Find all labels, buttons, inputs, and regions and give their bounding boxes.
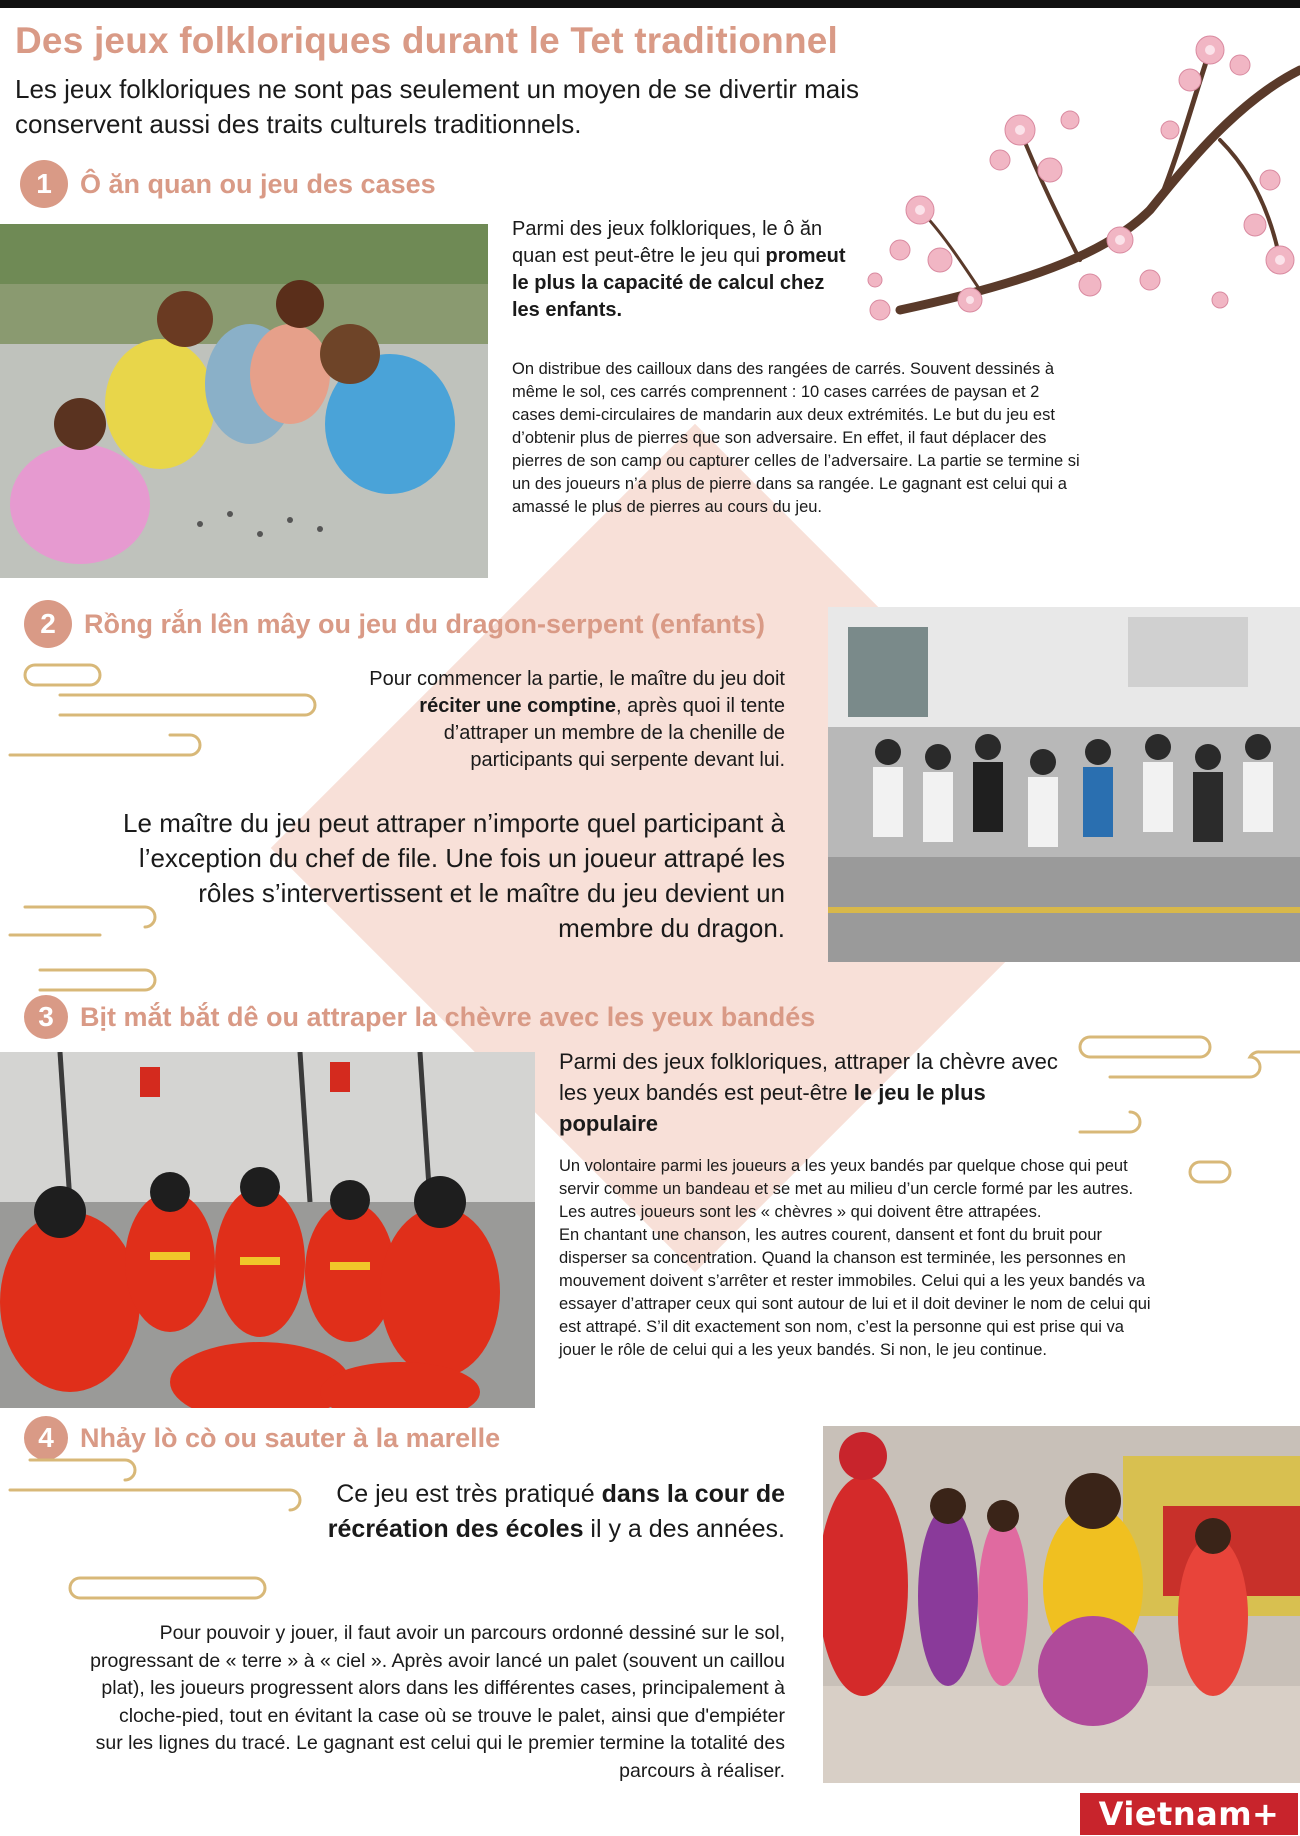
- section-number-badge: 4: [24, 1416, 68, 1460]
- section-3-lead: [559, 1046, 1059, 1139]
- section-1-lead-bold: promeut le plus la capacité de calcul chez les enfants.: [512, 245, 846, 321]
- top-bar: [0, 0, 1300, 8]
- section-title: Bịt mắt bắt dê ou attraper la chèvre avec les yeux bandés: [80, 1001, 816, 1032]
- section-2-lead: [340, 666, 785, 774]
- section-4-lead-text-a: Ce jeu est très pratiqué: [336, 1480, 602, 1508]
- section-4-body: Pour pouvoir y jouer, il faut avoir un parcours ordonné dessiné sur le sol, progressant de « terre » à « ciel ». Après avoir lancé un palet (souvent un caillou plat), les joueurs progressent alors dans les différentes cases, principalement à cloche-pied, tout en évitant la case où se trouve le palet, ainsi que d'empiéter sur les lignes du tracé. Le gagnant est celui qui le premier termine la totalité des parcours à réaliser.: [90, 1622, 785, 1782]
- section-title: Ô ăn quan ou jeu des cases: [80, 168, 436, 199]
- section-4-lead-text-b: il y a des années.: [583, 1515, 785, 1543]
- section-4-lead: [325, 1477, 785, 1547]
- section-2-body: Le maître du jeu peut attraper n’importe quel participant à l’exception du chef de file. Une fois un joueur attrapé les rôles s’intervertissent et le maître du jeu devient un membre du dragon.: [123, 808, 785, 943]
- photo-blindfold-goat: [0, 1052, 535, 1408]
- section-2-heading: [24, 600, 765, 648]
- section-2-lead-bold: réciter une comptine: [419, 695, 616, 717]
- photo-o-an-quan: [0, 224, 488, 578]
- section-1-lead: [512, 216, 857, 324]
- vietnamplus-logo: Vietnam+: [1080, 1793, 1298, 1835]
- section-4-lead-bold: dans la cour de récréation des écoles: [327, 1480, 785, 1543]
- section-1-heading: [20, 160, 436, 208]
- cloud-decoration-right: [1070, 1032, 1300, 1202]
- photo-hopscotch: [823, 1426, 1300, 1783]
- section-2-lead-text-a: Pour commencer la partie, le maître du jeu doit: [369, 668, 785, 690]
- section-3-lead-text: Parmi des jeux folkloriques, attraper la chèvre avec les yeux bandés est peut-être: [559, 1049, 1058, 1105]
- page-subtitle: Les jeux folkloriques ne sont pas seulement un moyen de se divertir mais conservent aussi des traits culturels traditionnels.: [15, 74, 859, 139]
- section-2-lead-text-b: , après quoi il tente d’attraper un membre de la chenille de participants qui serpente devant lui.: [443, 695, 785, 771]
- section-title: Rồng rắn lên mây ou jeu du dragon-serpent (enfants): [84, 608, 766, 639]
- section-3-lead-bold: le jeu le plus populaire: [559, 1080, 986, 1136]
- section-1-body: On distribue des cailloux dans des rangées de carrés. Souvent dessinés à même le sol, ces carrés comprennent : 10 cases carrées de paysan et 2 cases demi-circulaires de mandarin aux deux extrémités. Le but du jeu est d’obtenir plus de pierres que son adversaire. En effet, il faut déplacer des pierres de son camp ou capturer celles de l’adversaire. La partie se termine si un des joueurs n’a plus de pierre dans sa rangée. Le gagnant est celui qui a amassé le plus de pierres au cours du jeu.: [512, 360, 1080, 516]
- section-1-lead-text: Parmi des jeux folkloriques, le ô ăn quan est peut-être le jeu qui: [512, 218, 823, 267]
- cloud-decoration-bottom-left: [0, 1450, 330, 1610]
- section-number-badge: 1: [20, 160, 68, 208]
- section-3-body: Un volontaire parmi les joueurs a les yeux bandés par quelque chose qui peut servir comme un bandeau et se met au milieu d’un cercle formé par les autres. Les autres joueurs sont les « chèvres » qui doivent être attrapées. En chantant une chanson, les autres courent, dansent et font du bruit pour disperser sa concentration. Quand la chanson est terminée, les personnes en mouvement doivent s’arrêter et rester immobiles. Celui qui a les yeux bandés va essayer d’attraper ceux qui sont autour de lui et il doit deviner le nom de celui qui est attrapé. S’il dit exactement son nom, c’est la personne qui est prise qui va jouer le rôle de celui qui a les yeux bandés. Si non, le jeu continue.: [559, 1157, 1151, 1359]
- section-title: Nhảy lò cò ou sauter à la marelle: [80, 1422, 501, 1453]
- section-number-badge: 3: [24, 995, 68, 1039]
- section-number-badge: 2: [24, 600, 72, 648]
- cherry-blossom-branch-decoration: [860, 10, 1300, 370]
- photo-dragon-serpent: [828, 607, 1300, 962]
- cloud-decoration-left: [0, 645, 330, 1005]
- page-title: Des jeux folkloriques durant le Tet traditionnel: [15, 20, 839, 61]
